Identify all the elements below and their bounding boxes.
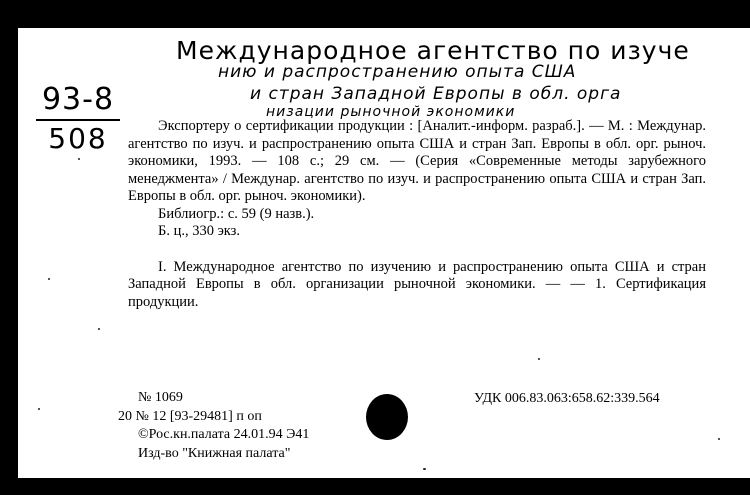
noise-speck xyxy=(98,328,100,330)
footer-number: № 1069 xyxy=(138,390,183,405)
shelfmark-bottom: 508 xyxy=(48,122,108,155)
noise-speck xyxy=(423,468,426,470)
footer-issue-prefix: 20 xyxy=(118,408,132,424)
spacer xyxy=(128,241,706,259)
ink-blot xyxy=(366,394,408,440)
noise-speck xyxy=(38,408,40,410)
entry-price: Б. ц., 330 экз. xyxy=(158,223,241,239)
udk-classification: УДК 006.83.063:658.62:339.564 xyxy=(474,391,660,406)
noise-speck xyxy=(718,438,720,440)
footer-copyright: ©Рос.кн.палата 24.01.94 Э41 xyxy=(138,427,310,442)
catalog-card xyxy=(18,28,750,478)
shelfmark-divider xyxy=(36,119,120,121)
card-footer xyxy=(118,389,309,463)
handwritten-note-line-2: нию и распространению опыта США xyxy=(218,62,577,82)
noise-speck xyxy=(78,158,80,160)
handwritten-note-line-4: низации рыночной экономики xyxy=(266,104,516,120)
entry-tracing: I. Международное агентство по изучению и распространению опыта США и стран Западной Европы в обл. организации рыночной экономики. — — 1. Сертификация продукции. xyxy=(128,258,706,310)
shelfmark xyxy=(30,83,126,155)
footer-publisher: Изд-во "Книжная палата" xyxy=(138,445,291,461)
bibliographic-entry xyxy=(128,118,706,311)
shelfmark-top: 93-8 xyxy=(41,82,115,117)
handwritten-note-line-3: и стран Западной Европы в обл. орга xyxy=(250,84,622,104)
footer-issue: № 12 [93-29481] п оп xyxy=(135,408,262,424)
entry-description: Экспортеру о сертификации продукции : [Аналит.-информ. разраб.]. — М. : Междунар. агентство по изуч. и распространению опыта США и стран Зап. Европы в обл. орг. рыноч. экономики, 1993. — 108 с.; 29 см. — (Серия «Современные методы зарубежного менеджмента» / Междунар. агентство по изуч. и распространению опыта США и стран Зап. Европы в обл. орг. рыноч. экономики). xyxy=(128,118,706,204)
handwritten-note-line-1: Международное агентство по изуче xyxy=(176,36,690,65)
noise-speck xyxy=(48,278,50,280)
entry-bibliography: Библиогр.: с. 59 (9 назв.). xyxy=(158,205,315,222)
noise-speck xyxy=(538,358,540,360)
